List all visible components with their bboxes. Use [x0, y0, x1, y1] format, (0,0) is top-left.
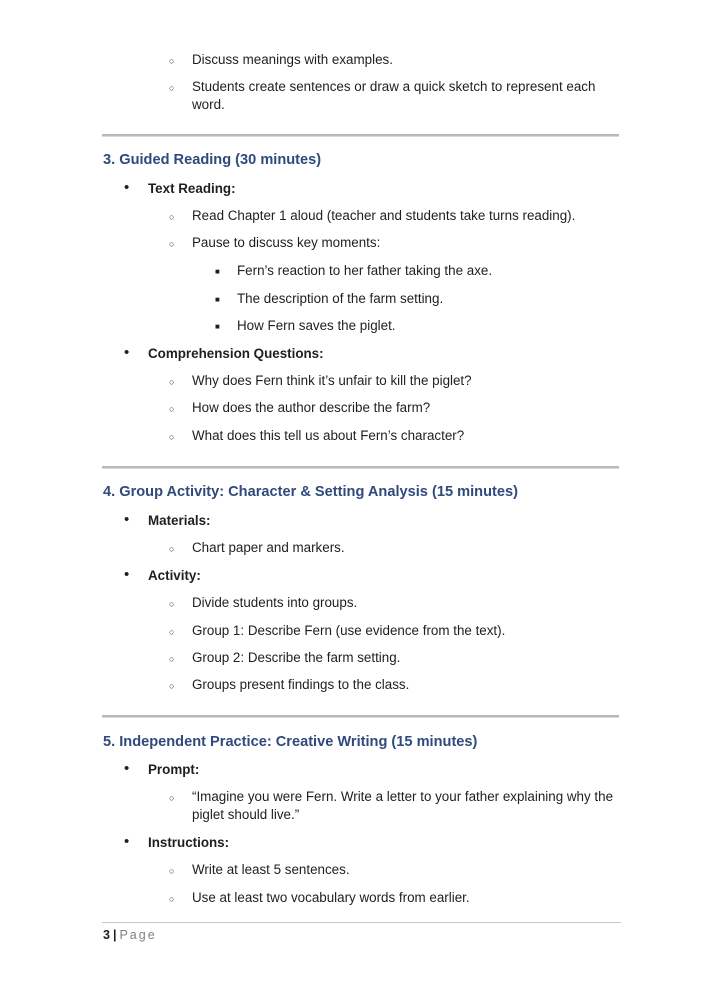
section-heading: 5. Independent Practice: Creative Writing (15 minutes) — [103, 734, 478, 750]
list-label: Materials: — [148, 513, 211, 528]
list-item: “Imagine you were Fern. Write a letter to your father explaining why the piglet should live.” — [192, 789, 614, 822]
disc-bullet-icon: • — [124, 179, 130, 196]
list-item: The description of the farm setting. — [237, 291, 444, 306]
list-label: Instructions: — [148, 835, 230, 850]
section-heading: 3. Guided Reading (30 minutes) — [103, 152, 322, 168]
circle-bullet-icon: ○ — [169, 544, 175, 554]
list-item: How Fern saves the piglet. — [237, 318, 396, 333]
circle-bullet-icon: ○ — [169, 681, 175, 691]
list-item: Students create sentences or draw a quick sketch to represent each word. — [192, 79, 596, 112]
list-item: Read Chapter 1 aloud (teacher and students take turns reading). — [192, 208, 576, 223]
list-item: Use at least two vocabulary words from earlier. — [192, 890, 470, 905]
list-item: Pause to discuss key moments: — [192, 235, 381, 250]
circle-bullet-icon: ○ — [169, 866, 175, 876]
list-label: Prompt: — [148, 762, 200, 777]
circle-bullet-icon: ○ — [169, 599, 175, 609]
circle-bullet-icon: ○ — [169, 627, 175, 637]
list-item: Fern’s reaction to her father taking the axe. — [237, 263, 493, 278]
section-divider — [102, 715, 619, 718]
footer-separator: | — [112, 928, 117, 942]
circle-bullet-icon: ○ — [169, 83, 175, 93]
page-label: Page — [119, 928, 157, 942]
list-item: Chart paper and markers. — [192, 540, 345, 555]
list-item: Group 1: Describe Fern (use evidence from the text). — [192, 623, 506, 638]
disc-bullet-icon: • — [124, 344, 130, 361]
footer-divider — [102, 922, 621, 923]
list-label: Text Reading: — [148, 181, 236, 196]
disc-bullet-icon: • — [124, 833, 130, 850]
list-item: Discuss meanings with examples. — [192, 52, 393, 67]
list-item: Group 2: Describe the farm setting. — [192, 650, 401, 665]
circle-bullet-icon: ○ — [169, 793, 175, 803]
list-item: What does this tell us about Fern’s character? — [192, 428, 465, 443]
disc-bullet-icon: • — [124, 511, 130, 528]
list-item: Divide students into groups. — [192, 595, 358, 610]
list-label: Activity: — [148, 568, 201, 583]
circle-bullet-icon: ○ — [169, 404, 175, 414]
square-bullet-icon: ■ — [215, 322, 220, 331]
list-item: Write at least 5 sentences. — [192, 862, 350, 877]
section-heading: 4. Group Activity: Character & Setting Analysis (15 minutes) — [103, 484, 518, 500]
section-divider — [102, 466, 619, 469]
section-divider — [102, 134, 619, 137]
disc-bullet-icon: • — [124, 760, 130, 777]
page-footer — [103, 927, 157, 943]
square-bullet-icon: ■ — [215, 267, 220, 276]
circle-bullet-icon: ○ — [169, 432, 175, 442]
circle-bullet-icon: ○ — [169, 377, 175, 387]
list-label: Comprehension Questions: — [148, 346, 324, 361]
circle-bullet-icon: ○ — [169, 212, 175, 222]
list-item: Why does Fern think it’s unfair to kill the piglet? — [192, 373, 472, 388]
list-item: Groups present findings to the class. — [192, 677, 410, 692]
list-item: How does the author describe the farm? — [192, 400, 431, 415]
circle-bullet-icon: ○ — [169, 239, 175, 249]
circle-bullet-icon: ○ — [169, 894, 175, 904]
disc-bullet-icon: • — [124, 566, 130, 583]
circle-bullet-icon: ○ — [169, 56, 175, 66]
square-bullet-icon: ■ — [215, 295, 220, 304]
circle-bullet-icon: ○ — [169, 654, 175, 664]
page-number: 3 — [103, 928, 110, 942]
